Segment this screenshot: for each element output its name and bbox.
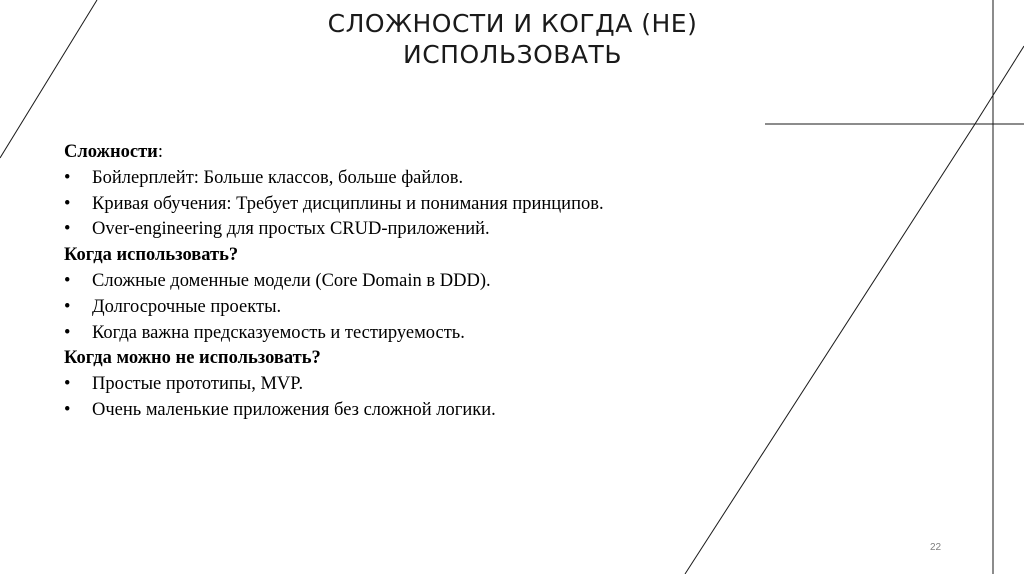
bullet-icon: • xyxy=(64,270,71,291)
when-to-use-heading: Когда использовать? xyxy=(64,245,239,266)
bullet-icon: • xyxy=(64,399,71,420)
page-number: 22 xyxy=(930,542,942,553)
list-item xyxy=(64,192,784,218)
list-item xyxy=(64,295,784,321)
list-item-text: Простые прототипы, MVP. xyxy=(92,374,304,395)
bullet-icon: • xyxy=(64,167,71,188)
bullet-icon: • xyxy=(64,374,71,395)
complexities-heading xyxy=(64,140,784,166)
list-item xyxy=(64,166,784,192)
list-item-text: Очень маленькие приложения без сложной логики. xyxy=(92,399,496,420)
complexities-heading-colon: : xyxy=(157,142,163,162)
bullet-icon: • xyxy=(64,322,71,343)
list-item xyxy=(64,398,784,424)
slide-title xyxy=(240,8,785,70)
list-item-text: Когда важна предсказуемость и тестируемость. xyxy=(92,322,465,343)
list-item xyxy=(64,372,784,398)
list-item xyxy=(64,321,784,347)
list-item-text: Кривая обучения: Требует дисциплины и понимания принципов. xyxy=(92,193,604,214)
when-not-to-use-heading: Когда можно не использовать? xyxy=(64,348,321,369)
list-item-text: Бойлерплейт: Больше классов, больше файлов. xyxy=(92,167,464,188)
slide-title-line-2: ИСПОЛЬЗОВАТЬ xyxy=(403,40,622,69)
list-item-text: Over-engineering для простых CRUD-приложений. xyxy=(92,219,490,240)
deco-line-top-right xyxy=(975,46,1024,124)
slide-title-line-1: СЛОЖНОСТИ И КОГДА (НЕ) xyxy=(327,9,698,38)
slide-body xyxy=(64,140,784,424)
list-item xyxy=(64,269,784,295)
bullet-icon: • xyxy=(64,296,71,317)
list-item-text: Долгосрочные проекты. xyxy=(92,296,282,317)
deco-line-left xyxy=(0,0,97,158)
complexities-heading-text: Сложности xyxy=(64,142,158,162)
list-item xyxy=(64,217,784,243)
bullet-icon: • xyxy=(64,219,71,240)
bullet-icon: • xyxy=(64,193,71,214)
list-item-text: Сложные доменные модели (Core Domain в DDD). xyxy=(92,270,491,291)
